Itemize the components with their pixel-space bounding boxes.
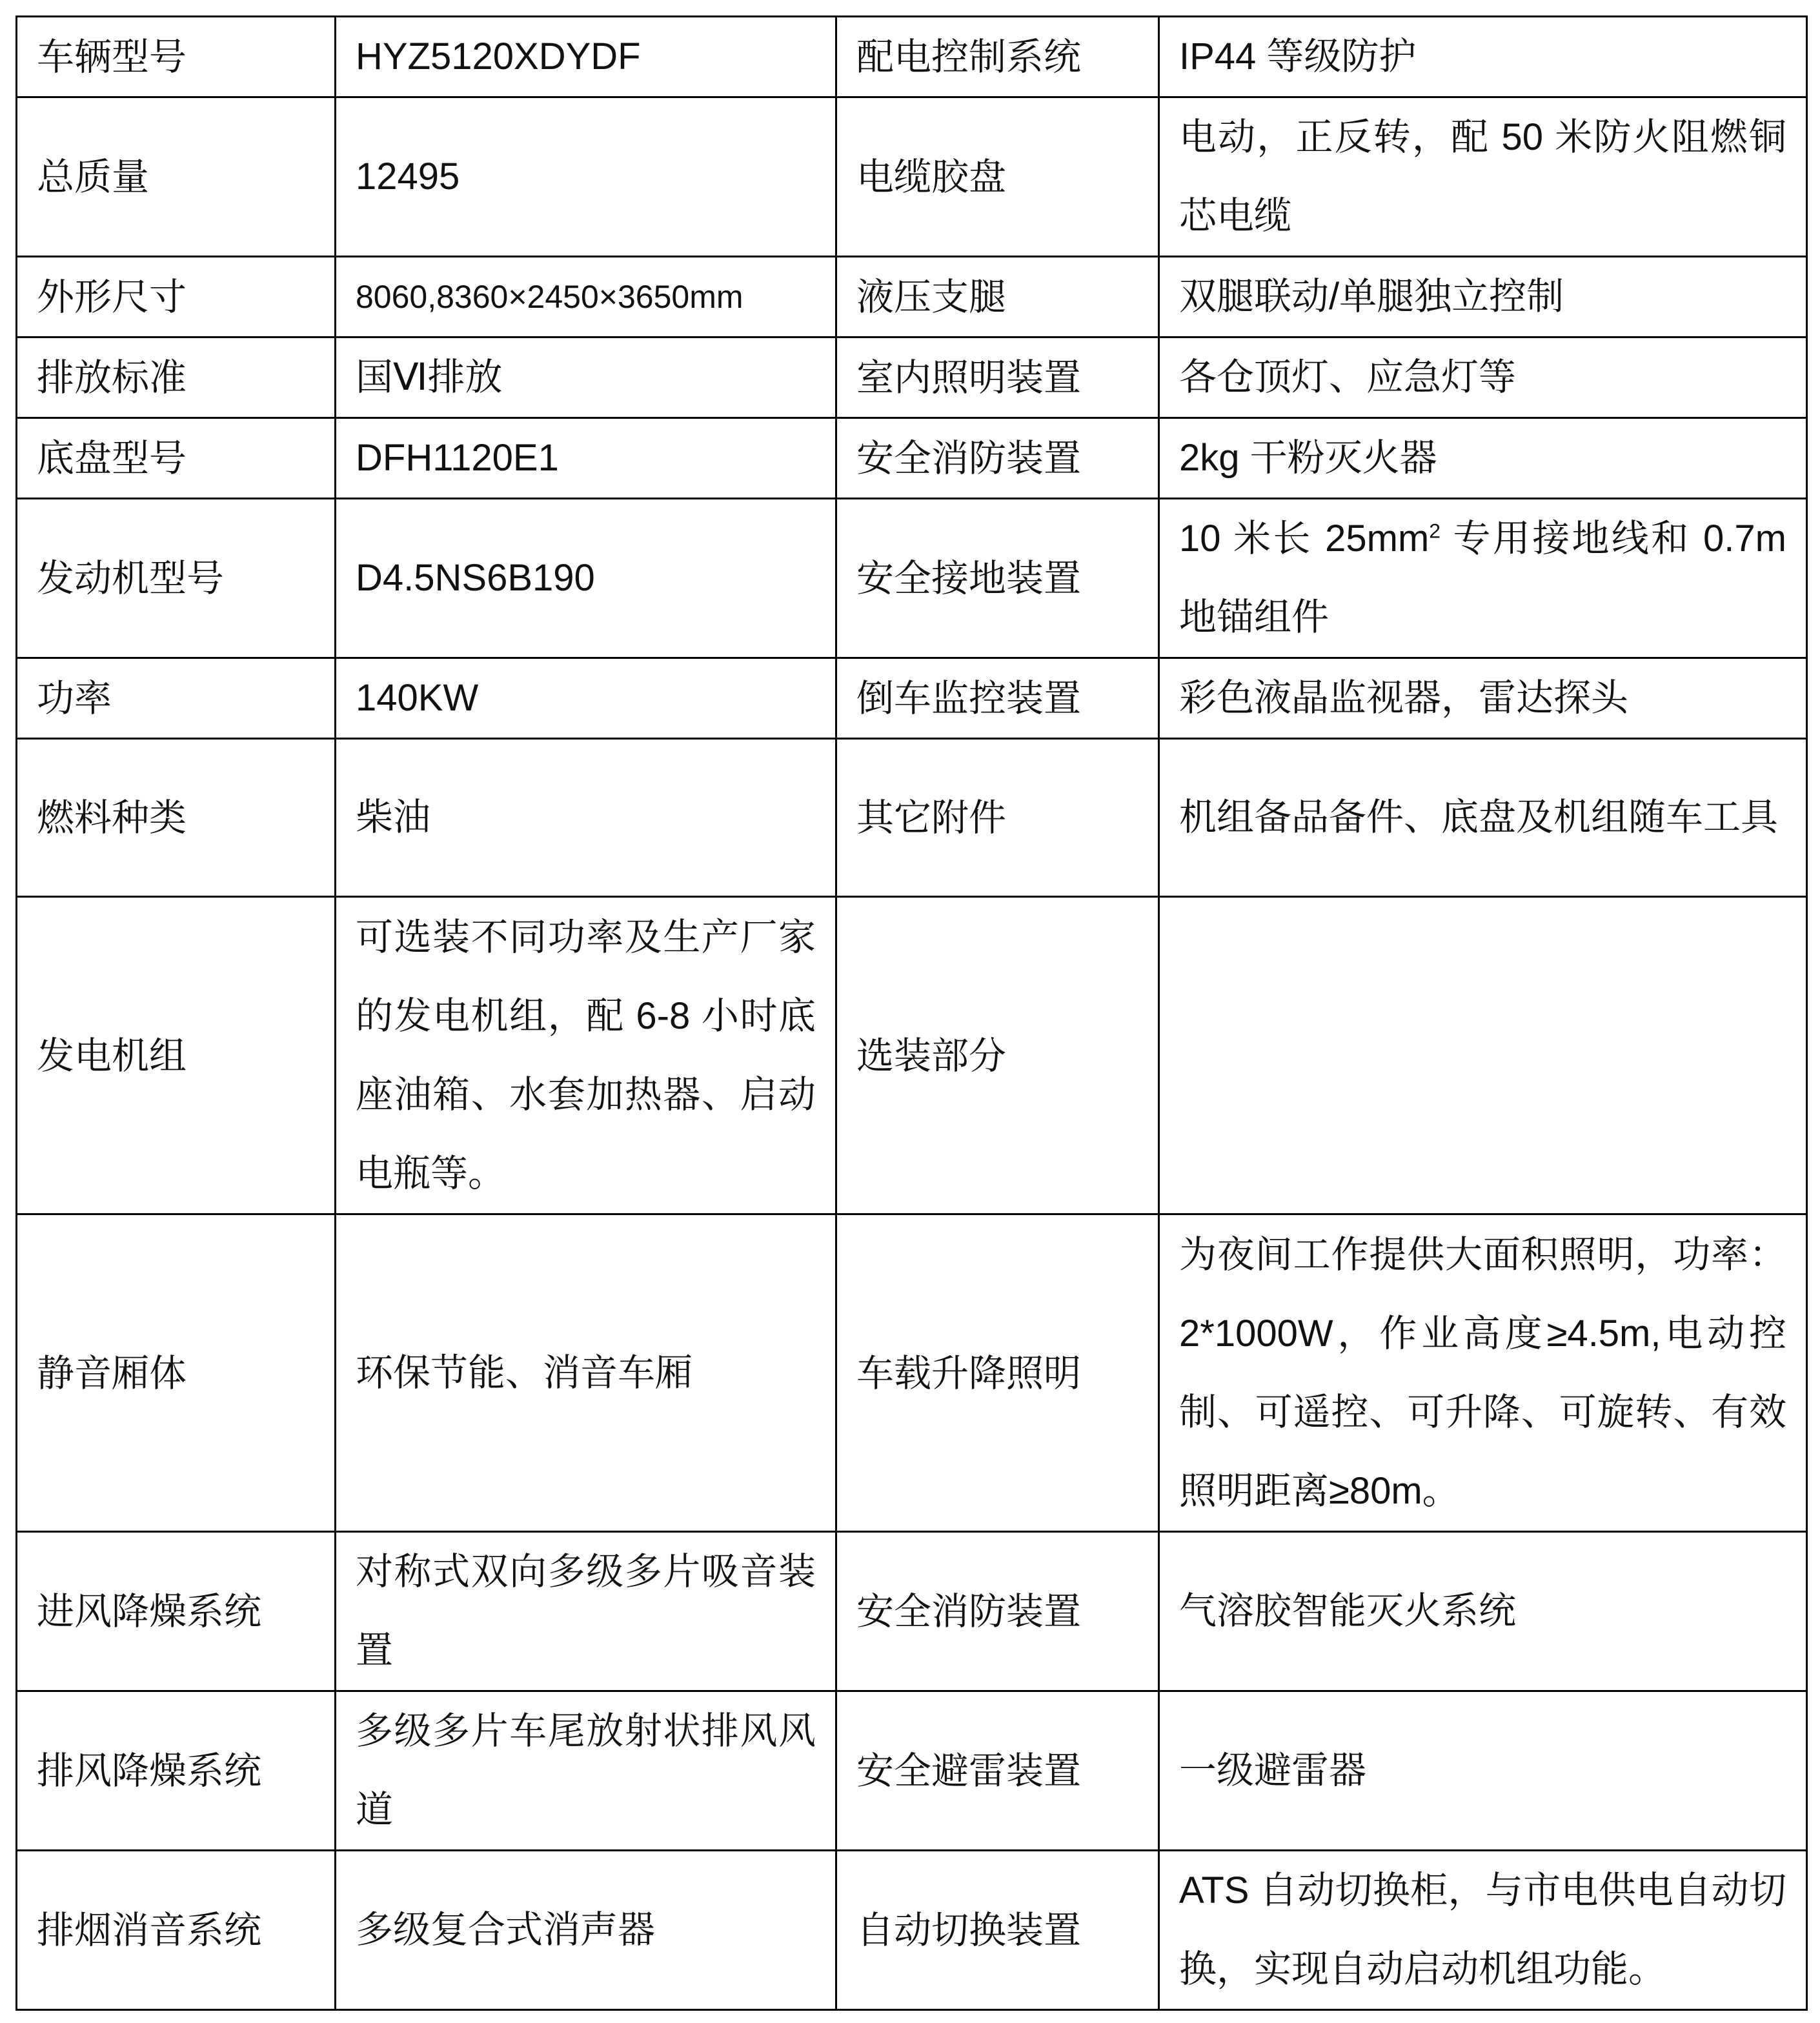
table-row [17, 658, 1807, 739]
row-value: 国Ⅵ排放 [336, 337, 836, 418]
row-label: 倒车监控装置 [836, 658, 1159, 739]
row-value: 2kg 干粉灭火器 [1159, 418, 1807, 499]
row-label: 发电机组 [17, 897, 336, 1214]
row-value: 多级复合式消声器 [336, 1851, 836, 2010]
row-value: 环保节能、消音车厢 [336, 1214, 836, 1532]
row-label: 底盘型号 [17, 418, 336, 499]
row-label: 发动机型号 [17, 499, 336, 658]
row-value: 机组备品备件、底盘及机组随车工具 [1159, 739, 1807, 897]
value-text: 专用接地线和 0.7m 地锚组件 [1179, 518, 1786, 638]
row-value: 双腿联动/单腿独立控制 [1159, 257, 1807, 337]
row-label: 安全消防装置 [836, 418, 1159, 499]
row-value: 140KW [336, 658, 836, 739]
table-row [17, 739, 1807, 897]
row-label: 安全接地装置 [836, 499, 1159, 658]
row-label: 配电控制系统 [836, 17, 1159, 97]
row-value: 可选装不同功率及生产厂家的发电机组，配 6-8 小时底座油箱、水套加热器、启动电瓶等。 [336, 897, 836, 1214]
superscript-two: 2 [1429, 519, 1441, 543]
row-label: 安全避雷装置 [836, 1691, 1159, 1851]
row-value [1159, 499, 1807, 658]
row-value: 气溶胶智能灭火系统 [1159, 1532, 1807, 1691]
row-label: 车载升降照明 [836, 1214, 1159, 1532]
row-value: ATS 自动切换柜，与市电供电自动切换，实现自动启动机组功能。 [1159, 1851, 1807, 2010]
row-value: DFH1120E1 [336, 418, 836, 499]
row-value: 8060,8360×2450×3650mm [336, 257, 836, 337]
row-value: HYZ5120XDYDF [336, 17, 836, 97]
row-label: 静音厢体 [17, 1214, 336, 1532]
row-label: 进风降燥系统 [17, 1532, 336, 1691]
value-text: 10 米长 25mm [1179, 518, 1430, 559]
row-label: 排烟消音系统 [17, 1851, 336, 2010]
row-value: 一级避雷器 [1159, 1691, 1807, 1851]
row-value: 为夜间工作提供大面积照明，功率：2*1000W，作业高度≥4.5m,电动控制、可遥控、可升降、可旋转、有效照明距离≥80m。 [1159, 1214, 1807, 1532]
row-label: 室内照明装置 [836, 337, 1159, 418]
row-label: 排风降燥系统 [17, 1691, 336, 1851]
row-value: 彩色液晶监视器，雷达探头 [1159, 658, 1807, 739]
vehicle-spec-table [15, 15, 1808, 2011]
table-row [17, 1691, 1807, 1851]
row-value: 对称式双向多级多片吸音装置 [336, 1532, 836, 1691]
row-value: 柴油 [336, 739, 836, 897]
table-row [17, 418, 1807, 499]
row-label: 选装部分 [836, 897, 1159, 1214]
table-row [17, 257, 1807, 337]
table-row [17, 897, 1807, 1214]
row-value [1159, 897, 1807, 1214]
table-row [17, 1214, 1807, 1532]
row-label: 其它附件 [836, 739, 1159, 897]
row-label: 燃料种类 [17, 739, 336, 897]
row-label: 车辆型号 [17, 17, 336, 97]
row-label: 液压支腿 [836, 257, 1159, 337]
row-value: D4.5NS6B190 [336, 499, 836, 658]
table-row [17, 337, 1807, 418]
row-label: 功率 [17, 658, 336, 739]
row-label: 电缆胶盘 [836, 97, 1159, 257]
row-label: 排放标准 [17, 337, 336, 418]
row-label: 外形尺寸 [17, 257, 336, 337]
table-row [17, 1851, 1807, 2010]
table-row [17, 499, 1807, 658]
row-label: 总质量 [17, 97, 336, 257]
table-row [17, 97, 1807, 257]
row-value: 各仓顶灯、应急灯等 [1159, 337, 1807, 418]
row-value: 多级多片车尾放射状排风风道 [336, 1691, 836, 1851]
row-value: 电动，正反转，配 50 米防火阻燃铜芯电缆 [1159, 97, 1807, 257]
table-row [17, 1532, 1807, 1691]
row-value: IP44 等级防护 [1159, 17, 1807, 97]
row-value: 12495 [336, 97, 836, 257]
row-label: 自动切换装置 [836, 1851, 1159, 2010]
row-label: 安全消防装置 [836, 1532, 1159, 1691]
table-row [17, 17, 1807, 97]
